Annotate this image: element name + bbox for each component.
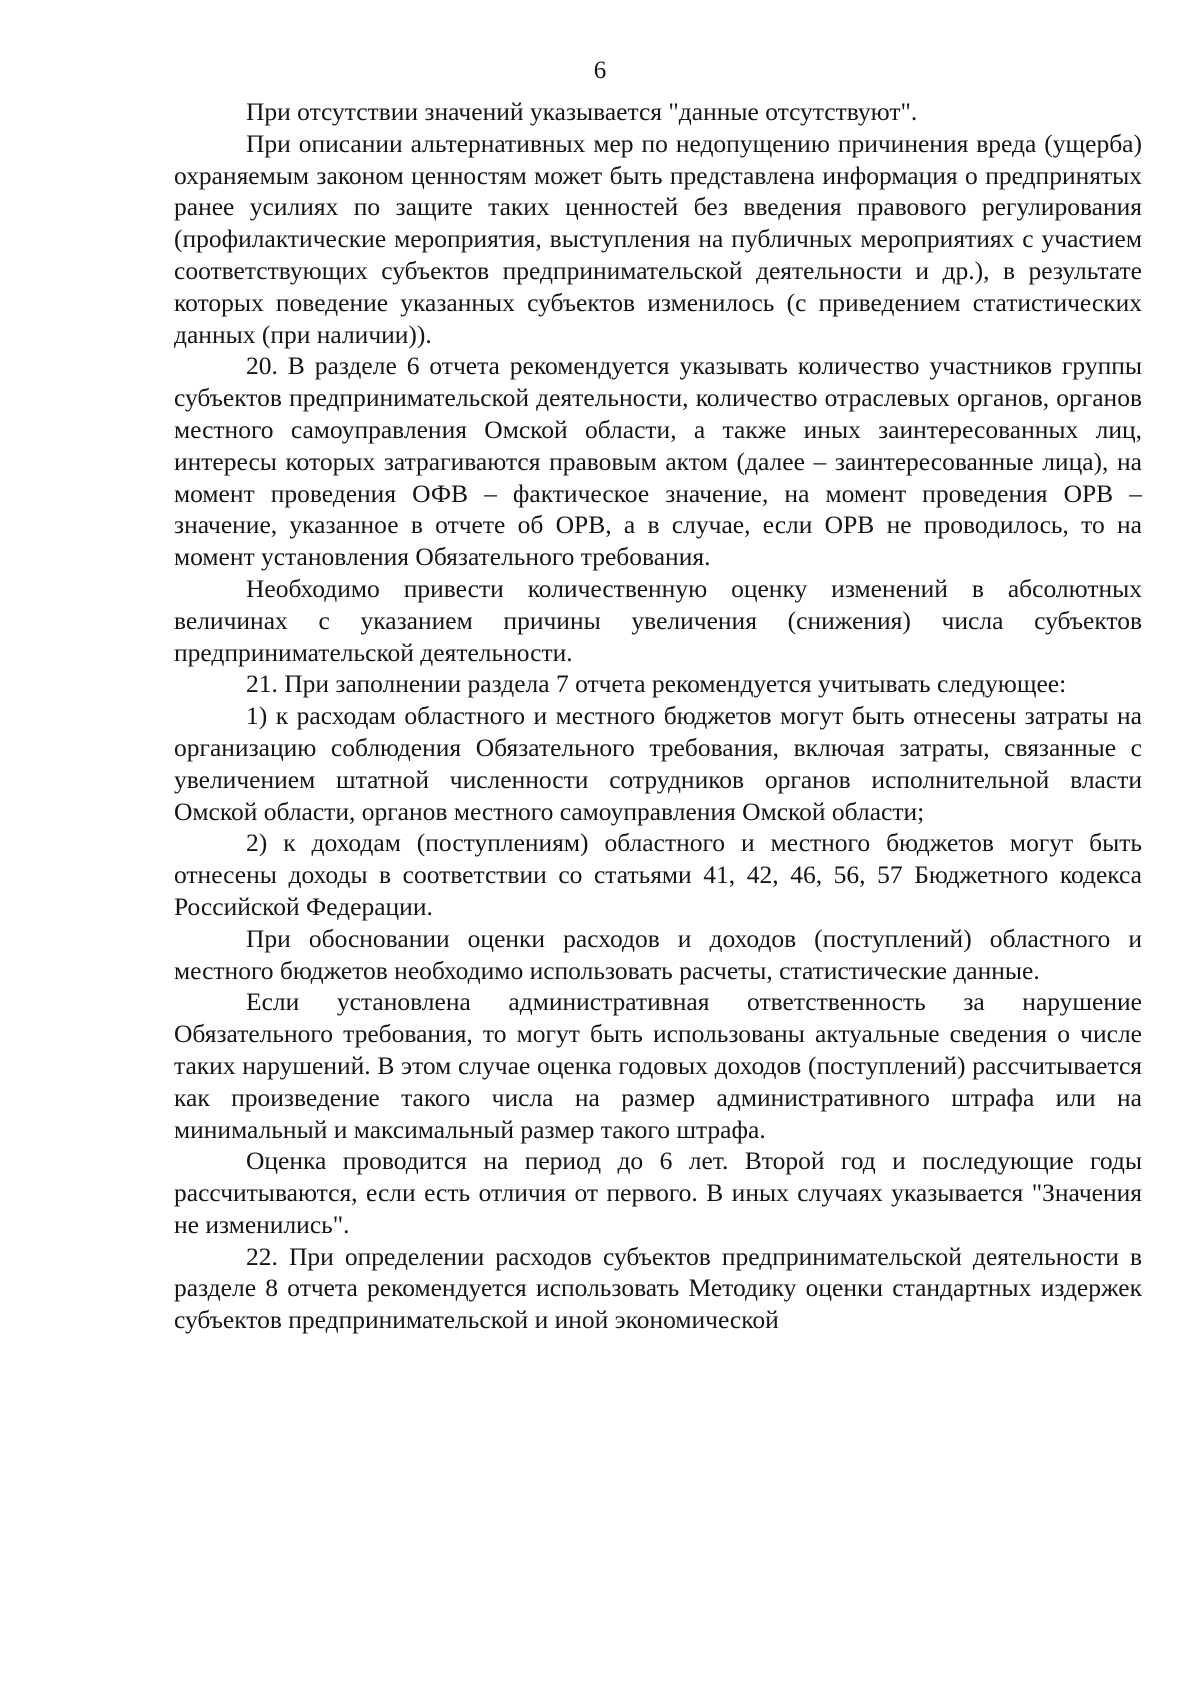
paragraph-assessment-period: Оценка проводится на период до 6 лет. Второй год и последующие годы рассчитываются, если есть отличия от первого. В иных случаях указывается "Значения не изменились".: [174, 1146, 1142, 1239]
paragraph-subitem-2: 2) к доходам (поступлениям) областного и местного бюджетов могут быть отнесены доходы в соответствии со статьями 41, 42, 46, 56, 57 Бюджетного кодекса Российской Федерации.: [174, 828, 1142, 921]
paragraph-item-20: 20. В разделе 6 отчета рекомендуется указывать количество участников группы субъектов предпринимательской деятельности, количество отраслевых органов, органов местного самоуправления Омской области, а также иных заинтересованных лиц, интересы которых затрагиваются правовым актом (далее – заинтересованные лица), на момент проведения ОФВ – фактическое значение, на момент проведения ОРВ – значение, указанное в отчете об ОРВ, а в случае, если ОРВ не проводилось, то на момент установления Обязательного требования.: [174, 351, 1142, 572]
page-number: 6: [593, 57, 607, 84]
paragraph-no-data-note: При отсутствии значений указывается "данные отсутствуют".: [246, 97, 918, 126]
paragraph-administrative-liability: Если установлена административная ответственность за нарушение Обязательного требования, то могут быть использованы актуальные сведения о числе таких нарушений. В этом случае оценка годовых доходов (поступлений) рассчитывается как произведение такого числа на размер административного штрафа или на минимальный и максимальный размер такого штрафа.: [174, 987, 1142, 1144]
paragraph-subitem-1: 1) к расходам областного и местного бюджетов могут быть отнесены затраты на организацию соблюдения Обязательного требования, включая затраты, связанные с увеличением штатной численности сотрудников органов исполнительной власти Омской области, органов местного самоуправления Омской области;: [174, 701, 1142, 826]
paragraph-quantitative-assessment: Необходимо привести количественную оценку изменений в абсолютных величинах с указанием причины увеличения (снижения) числа субъектов предпринимательской деятельности.: [174, 573, 1142, 667]
paragraph-item-21: 21. При заполнении раздела 7 отчета рекомендуется учитывать следующее:: [246, 669, 1067, 699]
paragraph-budget-justification: При обосновании оценки расходов и доходов (поступлений) областного и местного бюджетов необходимо использовать расчеты, статистические данные.: [174, 923, 1142, 985]
paragraph-item-22: 22. При определении расходов субъектов предпринимательской деятельности в разделе 8 отчета рекомендуется использовать Методику оценки стандартных издержек субъектов предпринимательской и иной экономической: [174, 1241, 1142, 1335]
document-body: [174, 96, 1142, 1336]
paragraph-alternative-measures: При описании альтернативных мер по недопущению причинения вреда (ущерба) охраняемым законом ценностям может быть представлена информация о предпринятых ранее усилиях по защите таких ценностей без введения правового регулирования (профилактические мероприятия, выступления на публичных мероприятиях с участием соответствующих субъектов предпринимательской деятельности и др.), в результате которых поведение указанных субъектов изменилось (с приведением статистических данных (при наличии)).: [174, 128, 1142, 349]
